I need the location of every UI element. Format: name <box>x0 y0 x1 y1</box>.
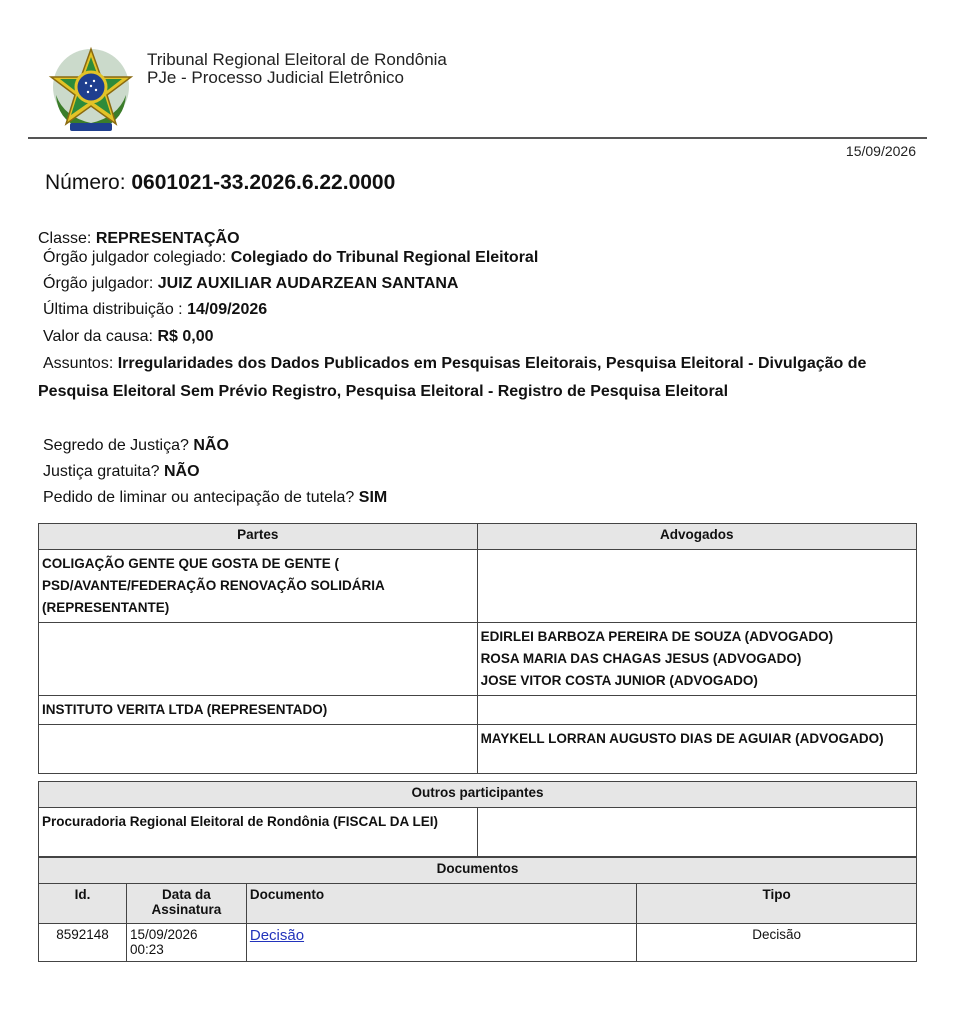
field-valor-causa <box>43 327 214 347</box>
field-ultima-distribuicao <box>43 300 267 320</box>
table-row <box>39 550 917 623</box>
field-classe <box>38 229 240 249</box>
doc-documento-cell <box>246 924 636 962</box>
table-row <box>39 725 917 774</box>
field-value: R$ 0,00 <box>157 328 214 345</box>
advogado-name: EDIRLEI BARBOZA PEREIRA DE SOUZA (ADVOGADO) <box>480 629 834 644</box>
table-row <box>39 808 917 857</box>
table-row <box>39 696 917 725</box>
doc-time: 00:23 <box>129 942 164 957</box>
field-label: Segredo de Justiça? <box>43 437 189 454</box>
doc-tipo: Decisão <box>637 924 917 962</box>
field-label: Última distribuição : <box>43 301 183 318</box>
participante-cell: Procuradoria Regional Eleitoral de Rondônia (FISCAL DA LEI) <box>39 808 478 857</box>
field-segredo <box>43 436 229 456</box>
documentos-table <box>38 857 917 962</box>
table-row <box>39 924 917 962</box>
advogados-cell <box>477 725 916 774</box>
advogado-name: MAYKELL LORRAN AUGUSTO DIAS DE AGUIAR (ADVOGADO) <box>480 731 884 746</box>
field-label: Pedido de liminar ou antecipação de tutela? <box>43 489 355 506</box>
table-row <box>39 623 917 696</box>
advogados-header: Advogados <box>477 524 916 550</box>
doc-date: 15/09/2026 <box>129 927 198 942</box>
doc-data-cell <box>126 924 246 962</box>
field-value: Colegiado do Tribunal Regional Eleitoral <box>230 249 539 266</box>
field-label: Justiça gratuita? <box>43 463 160 480</box>
col-id: Id. <box>39 884 127 924</box>
doc-id: 8592148 <box>39 924 127 962</box>
field-label: Assuntos: <box>43 355 114 372</box>
partes-table <box>38 523 917 774</box>
field-value: NÃO <box>163 463 200 480</box>
court-name: Tribunal Regional Eleitoral de Rondônia <box>147 50 447 69</box>
partes-header: Partes <box>39 524 478 550</box>
process-number-label: Número: <box>45 171 126 194</box>
outros-header: Outros participantes <box>39 782 917 808</box>
parte-cell <box>39 623 478 696</box>
field-label: Classe: <box>38 230 92 247</box>
brazil-coat-of-arms-icon <box>48 45 134 135</box>
col-tipo: Tipo <box>637 884 917 924</box>
document-date: 15/09/2026 <box>845 143 916 159</box>
advogados-cell <box>477 623 916 696</box>
documentos-header: Documentos <box>39 858 917 884</box>
advogado-name: ROSA MARIA DAS CHAGAS JESUS (ADVOGADO) <box>480 651 802 666</box>
field-value: 14/09/2026 <box>187 301 268 318</box>
advogado-name: JOSE VITOR COSTA JUNIOR (ADVOGADO) <box>480 673 758 688</box>
advogados-cell <box>477 550 916 623</box>
participante-extra-cell <box>477 808 916 857</box>
field-value: NÃO <box>193 437 229 454</box>
field-orgao-julgador <box>43 274 458 294</box>
field-orgao-colegiado <box>43 248 538 268</box>
field-justica-gratuita <box>43 462 200 482</box>
system-name: PJe - Processo Judicial Eletrônico <box>147 68 405 87</box>
col-data-assinatura: Data da Assinatura <box>126 884 246 924</box>
outros-participantes-table <box>38 781 917 857</box>
header-divider <box>28 137 927 139</box>
field-value: Irregularidades dos Dados Publicados em Pesquisas Eleitorais, Pesquisa Eleitoral - Divulgação de Pesquisa Eleitoral Sem Prévio Registro, Pesquisa Eleitoral - Registro de Pesquisa Eleitoral <box>38 355 867 400</box>
field-label: Órgão julgador: <box>43 275 154 292</box>
document-link[interactable]: Decisão <box>249 927 305 944</box>
parte-cell: COLIGAÇÃO GENTE QUE GOSTA DE GENTE ( PSD/AVANTE/FEDERAÇÃO RENOVAÇÃO SOLIDÁRIA (REPRESENTANTE) <box>39 550 478 623</box>
field-label: Órgão julgador colegiado: <box>43 249 227 266</box>
field-value: JUIZ AUXILIAR AUDARZEAN SANTANA <box>157 275 459 292</box>
field-value: REPRESENTAÇÃO <box>95 230 240 247</box>
field-liminar <box>43 488 387 508</box>
field-assuntos <box>38 350 908 406</box>
advogados-cell <box>477 696 916 725</box>
parte-cell: INSTITUTO VERITA LTDA (REPRESENTADO) <box>39 696 478 725</box>
field-label: Valor da causa: <box>43 328 153 345</box>
process-number <box>45 171 395 195</box>
parte-cell <box>39 725 478 774</box>
col-documento: Documento <box>246 884 636 924</box>
document-header <box>0 0 963 140</box>
field-value: SIM <box>358 489 388 506</box>
process-number-value: 0601021-33.2026.6.22.0000 <box>131 171 396 194</box>
